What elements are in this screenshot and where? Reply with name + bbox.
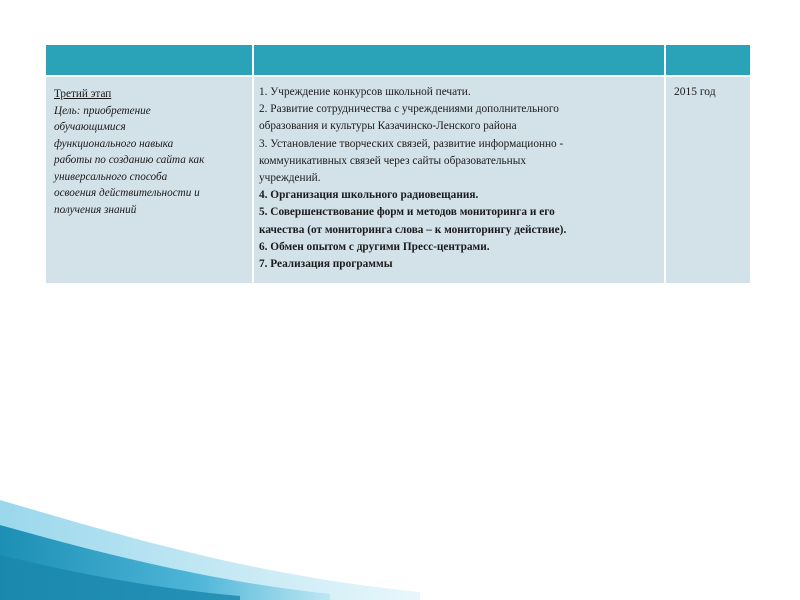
stage-goal: Цель: приобретение обучающимися функционального навыка работы по созданию сайта как универсального способа освоения действительности и получения знаний xyxy=(54,104,205,216)
task-item-7: 7. Реализация программы xyxy=(259,258,393,271)
table-row xyxy=(45,76,751,284)
year-cell xyxy=(665,76,751,284)
table-header-row xyxy=(45,44,751,76)
task-item-6: 6. Обмен опытом с другими Пресс-центрами. xyxy=(259,240,490,253)
header-cell-stage xyxy=(45,44,253,76)
task-item-2: 2. Развитие сотрудничества с учреждениями дополнительного образования и культуры Казачинско-Ленского района xyxy=(259,103,559,133)
task-item-3: 3. Установление творческих связей, развитие информационно - коммуникативных связей через сайты образовательных учреждений. xyxy=(259,137,564,185)
stage-title: Третий этап xyxy=(54,88,112,100)
task-item-5: 5. Совершенствование форм и методов мониторинга и его качества (от мониторинга слова – к мониторингу действие). xyxy=(259,206,567,236)
stage-cell xyxy=(45,76,253,284)
tasks-cell xyxy=(253,76,665,284)
wave-decoration xyxy=(0,480,800,600)
header-cell-year xyxy=(665,44,751,76)
program-stage-table xyxy=(44,43,752,285)
task-item-4: 4. Организация школьного радиовещания. xyxy=(259,189,479,202)
header-cell-tasks xyxy=(253,44,665,76)
year-value: 2015 год xyxy=(674,86,716,98)
task-item-1: 1. Учреждение конкурсов школьной печати. xyxy=(259,86,471,98)
